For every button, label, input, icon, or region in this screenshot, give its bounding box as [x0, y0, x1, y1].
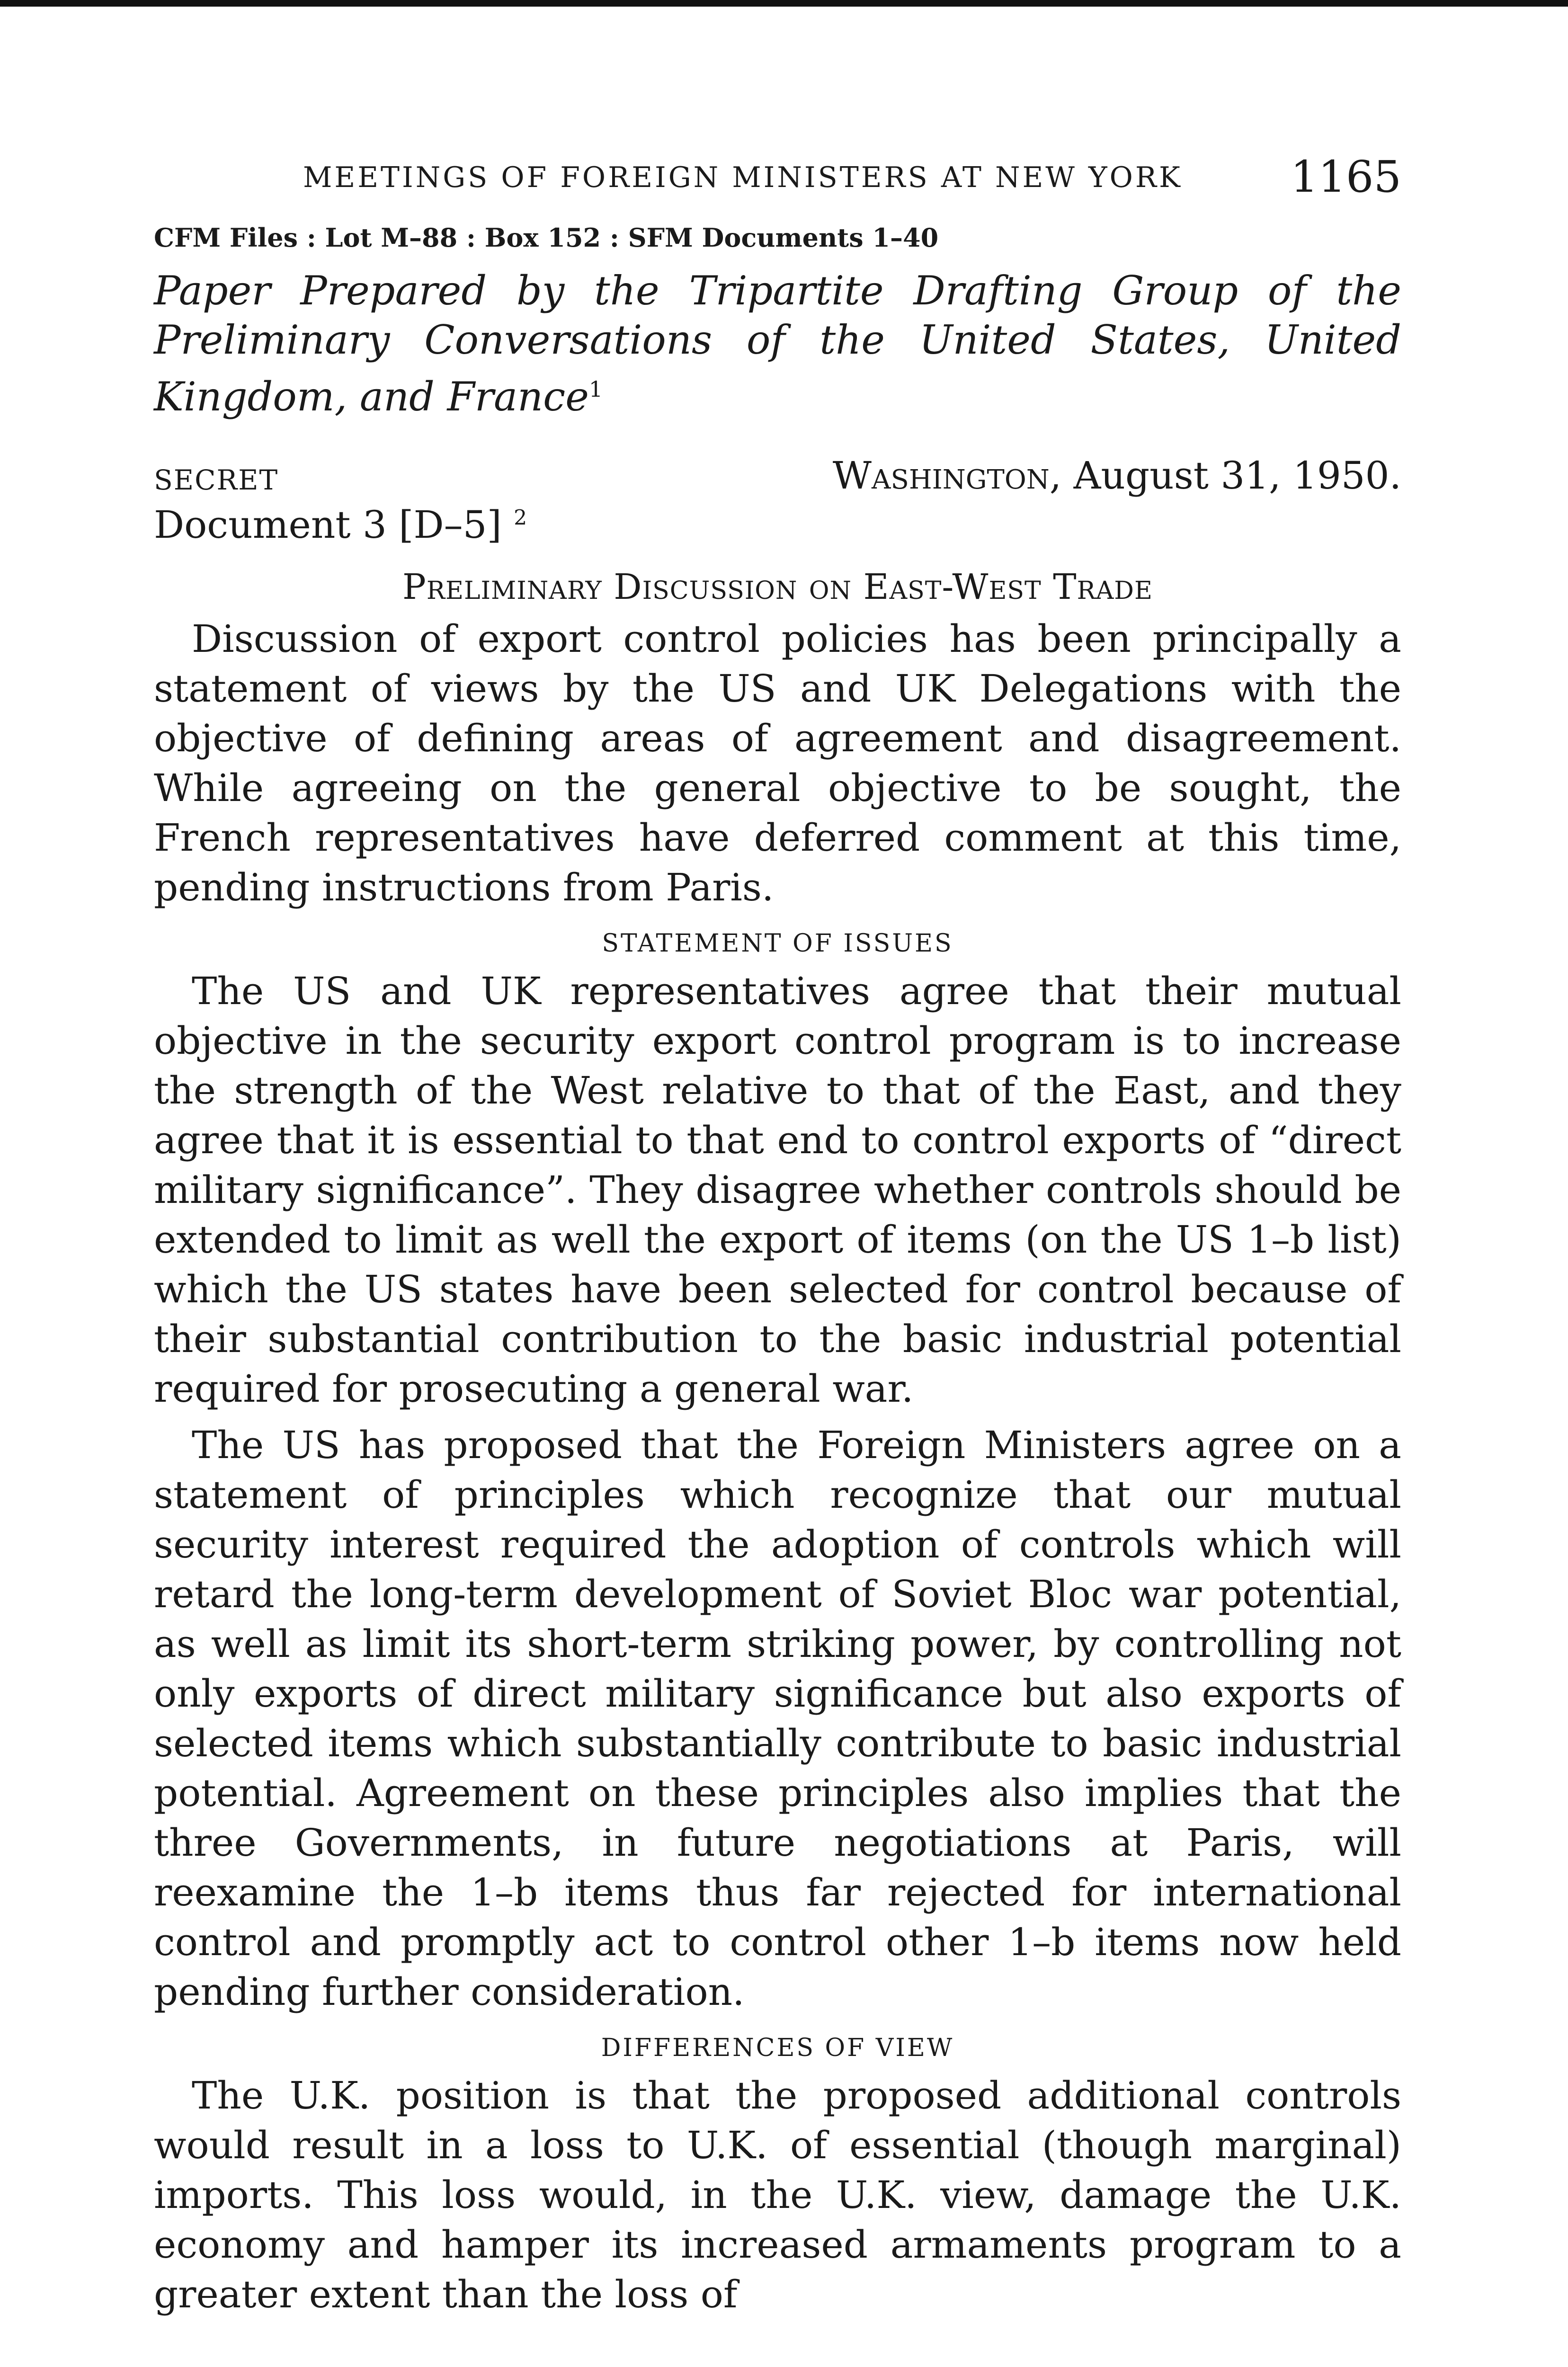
intro-paragraph: Discussion of export control policies has been principally a statement of views by the US and UK Delegations with the objective of defining areas of agreement and disagreement. While agreeing on the general objective to be sought, the French representatives have deferred comment at this time, pending instructions from Paris. — [154, 617, 1401, 909]
footnote-ref-1: 1 — [588, 376, 603, 402]
page-number: 1165 — [1290, 151, 1401, 202]
document-number — [154, 503, 1401, 547]
footnote-ref-2: 2 — [514, 506, 527, 530]
document-title-text: Paper Prepared by the Tripartite Drafting Group of the Preliminary Conversations of the United States, United Kingdom, and France — [154, 267, 1401, 420]
body-paragraph: The US has proposed that the Foreign Ministers agree on a statement of principles which recognize that our mutual security interest required the adoption of controls which will retard the long-term development of Soviet Bloc war potential, as well as limit its short-term striking power, by controlling not only exports of direct military significance but also exports of selected items which substantially contribute to basic industrial potential. Agreement on these principles also implies that the three Governments, in future negotiations at Paris, will reexamine the 1–b items thus far rejected for international control and promptly act to control other 1–b items now held pending further consideration. — [154, 1423, 1401, 2014]
classification-row — [154, 454, 1401, 501]
source-citation: CFM Files : Lot M–88 : Box 152 : SFM Documents 1–40 — [154, 222, 939, 253]
differences-of-view-heading: DIFFERENCES OF VIEW — [601, 2034, 954, 2062]
statement-of-issues-heading: STATEMENT OF ISSUES — [602, 929, 953, 958]
dateline-date: August 31, 1950. — [1073, 454, 1401, 498]
dateline-place: Washington, — [832, 454, 1062, 498]
dateline — [833, 454, 1401, 498]
classification-marking: SECRET — [154, 464, 279, 496]
page-top-rule — [0, 0, 1568, 7]
body-paragraph: The U.K. position is that the proposed additional controls would result in a loss to U.K. of essential (though marginal) imports. This loss would, in the U.K. view, damage the U.K. economy and hamper its increased armaments program to a greater extent than the loss of — [154, 2073, 1401, 2316]
running-title: MEETINGS OF FOREIGN MINISTERS AT NEW YORK — [303, 161, 1183, 194]
document-title — [154, 266, 1401, 421]
running-head — [154, 142, 1401, 208]
document-number-text: Document 3 [D–5] — [154, 503, 502, 547]
document-page — [154, 142, 1401, 2367]
body-paragraph: The US and UK representatives agree that their mutual objective in the security export control program is to increase the strength of the West relative to that of the East, and they agree that it is essential to that end to control exports of “direct military significance”. They disagree whether controls should be extended to limit as well the export of items (on the US 1–b list) which the US states have been selected for control because of their substantial contribution to the basic industrial potential required for prosecuting a general war. — [154, 969, 1401, 1411]
section-title: Preliminary Discussion on East-West Trade — [402, 567, 1153, 607]
